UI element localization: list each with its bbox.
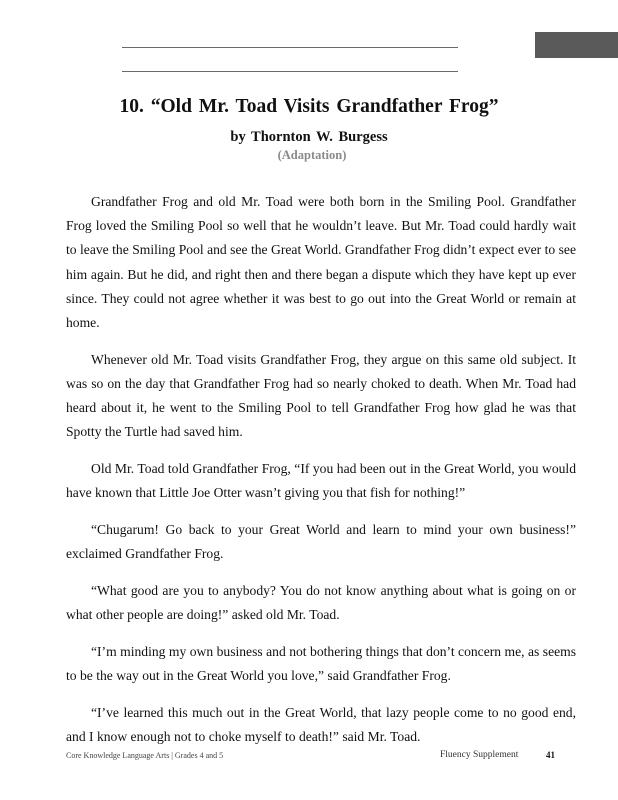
name-line-top	[122, 47, 458, 48]
story-body	[66, 190, 576, 762]
paragraph: Whenever old Mr. Toad visits Grandfather Frog, they argue on this same old subject. It was so on the day that Grandfather Frog had so nearly choked to death. When Mr. Toad had heard about it, he went to the Smiling Pool to tell Grandfather Frog how glad he was that Spotty the Turtle had saved him.	[66, 351, 576, 440]
paragraph: “What good are you to anybody? You do not know anything about what is going on or what other people are doing!” asked old Mr. Toad.	[66, 582, 576, 623]
author-byline: by Thornton W. Burgess	[230, 129, 388, 145]
corner-tab	[535, 32, 618, 58]
adaptation-note: (Adaptation)	[277, 148, 347, 162]
paragraph: Grandfather Frog and old Mr. Toad were both born in the Smiling Pool. Grandfather Frog loved the Smiling Pool so well that he wouldn’t leave. But Mr. Toad could hardly wait to leave the Smiling Pool and see the Great World. Grandfather Frog didn’t expect ever to see him again. But he did, and right then and there began a dispute which they have kept up ever since. They could not agree whether it was best to go out into the Great World or remain at home.	[66, 194, 576, 331]
name-line-bottom	[122, 71, 458, 72]
page-title: 10. “Old Mr. Toad Visits Grandfather Frog”	[119, 96, 499, 117]
paragraph: Old Mr. Toad told Grandfather Frog, “If you had been out in the Great World, you would have known that Little Joe Otter wasn’t giving you that fish for nothing!”	[66, 461, 576, 501]
paragraph: “Chugarum! Go back to your Great World and learn to mind your own business!” exclaimed Grandfather Frog.	[66, 521, 576, 562]
footer-credit: Core Knowledge Language Arts | Grades 4 and 5	[66, 751, 224, 760]
footer-section: Fluency Supplement	[440, 750, 519, 760]
page-number: 41	[546, 750, 555, 760]
paragraph: “I’ve learned this much out in the Great World, that lazy people come to no good end, and I know enough not to choke myself to death!” said Mr. Toad.	[66, 704, 576, 744]
paragraph: “I’m minding my own business and not bothering things that don’t concern me, as seems to be the way out in the Great World you love,” said Grandfather Frog.	[66, 643, 576, 683]
